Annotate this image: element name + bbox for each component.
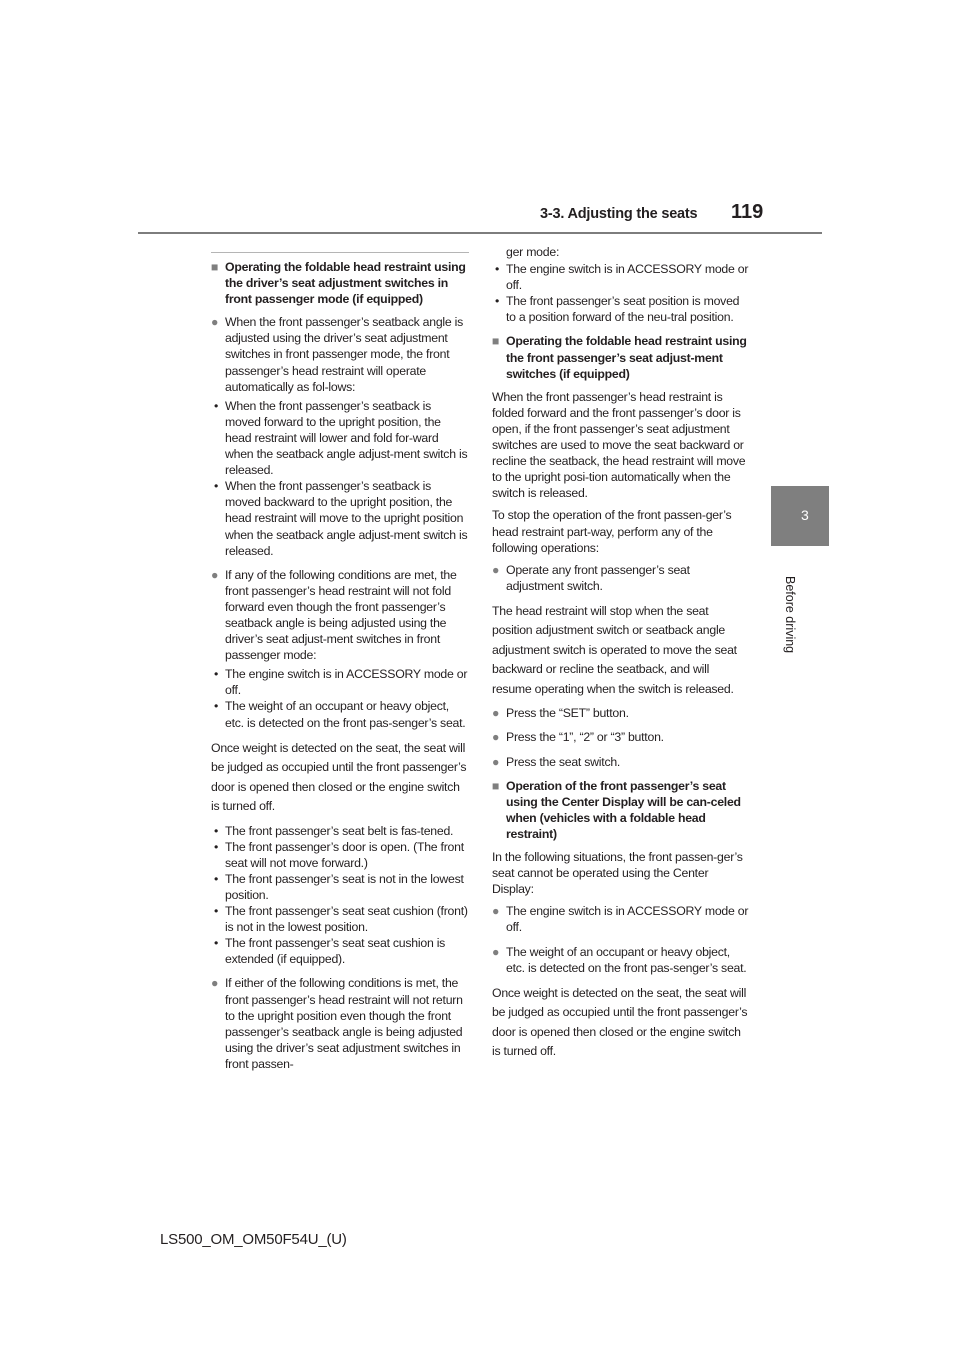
- sub-list-item-text: The engine switch is in ACCESSORY mode or off.: [225, 667, 468, 698]
- sub-list-item-text: When the front passenger’s seatback is moved forward to the upright position, the head restraint will lower and fold for-ward when the seatback angle adjust-ment switch is released.: [225, 398, 468, 478]
- continued-text: ger mode:: [506, 245, 560, 259]
- sub-list-item-text: The front passenger’s seat is not in the lowest position.: [225, 871, 464, 902]
- chapter-number: 3: [801, 507, 809, 523]
- list-item: [492, 562, 750, 594]
- list-item-text: Press the “1”, “2” or “3” button.: [506, 730, 664, 745]
- sub-list-item: • The front passenger’s seat is not in the lowest position.: [214, 871, 464, 902]
- list-item: [492, 705, 750, 721]
- sub-list: [211, 823, 469, 968]
- circle-bullet-icon: ●: [211, 315, 219, 330]
- circle-bullet-icon: ●: [492, 730, 500, 745]
- document-code: LS500_OM_OM50F54U_(U): [160, 1231, 347, 1248]
- list-item: [492, 754, 750, 770]
- circle-bullet-icon: ●: [492, 904, 500, 919]
- chapter-tab: [771, 486, 829, 546]
- sub-list-item: • The front passenger’s seat seat cushion is extended (if equipped).: [214, 936, 446, 967]
- column-divider: [211, 252, 469, 253]
- circle-bullet-icon: ●: [492, 562, 500, 577]
- list-item: [211, 567, 469, 664]
- list-item-text: If any of the following conditions are met, the front passenger’s head restraint will not fold forward even though the front passenger’s seatback angle is being adjusted using the driver’s seat adjust-ment switches in front passenger mode:: [225, 567, 457, 663]
- right-column: [492, 244, 750, 1068]
- circle-bullet-icon: ●: [492, 754, 500, 769]
- list-item-text: Press the “SET” button.: [506, 706, 629, 721]
- sub-list: [492, 261, 750, 325]
- section-heading: [211, 259, 469, 307]
- square-bullet-icon: ■: [211, 260, 219, 274]
- sub-list-item: • The front passenger’s seat belt is fas-tened.: [214, 823, 454, 838]
- sub-list-item: • The engine switch is in ACCESSORY mode or off.: [214, 667, 468, 698]
- list-item-text: When the front passenger’s seatback angle is adjusted using the driver’s seat adjustment switches in front passenger mode, the front passenger’s head restraint will operate automatically as fol-lows:: [225, 315, 464, 394]
- sub-list-item: • The engine switch is in ACCESSORY mode or off.: [495, 262, 749, 293]
- list-item: [211, 975, 469, 1072]
- header-divider: [138, 232, 822, 234]
- sub-list-item-text: When the front passenger’s seatback is moved backward to the upright position, the head restraint will move to the upright position when the seatback angle adjust-ment switch is released.: [225, 479, 468, 558]
- paragraph: In the following situations, the front passen-ger’s seat cannot be operated using the Center Display:: [492, 850, 743, 897]
- heading-text: Operation of the front passenger’s seat using the Center Display will be can-celed when (vehicles with a foldable head restraint): [506, 778, 741, 841]
- sub-list-item-text: The front passenger’s seat seat cushion (front) is not in the lowest position.: [225, 904, 468, 935]
- section-heading: [492, 778, 750, 842]
- sub-list-item-text: The front passenger’s door is open. (The front seat will not move forward.): [225, 839, 464, 870]
- circle-bullet-icon: ●: [211, 567, 219, 582]
- heading-text: Operating the foldable head restraint using the front passenger’s seat adjust-ment switches (if equipped): [506, 334, 747, 381]
- circle-bullet-icon: ●: [492, 706, 500, 721]
- heading-text: Operating the foldable head restraint using the driver’s seat adjustment switches in front passenger mode (if equipped): [225, 260, 466, 307]
- sub-list-item: • When the front passenger’s seatback is moved forward to the upright position, the head restraint will lower and fold for-ward when the seatback angle adjust-ment switch is released.: [214, 398, 468, 478]
- sub-list-item: • The front passenger’s seat seat cushion (front) is not in the lowest position.: [214, 904, 468, 935]
- chapter-title: Before driving: [783, 576, 797, 654]
- list-item-text: Press the seat switch.: [506, 754, 621, 769]
- sub-list: [211, 666, 469, 730]
- paragraph: When the front passenger’s head restraint is folded forward and the front passenger’s door is open, if the front passenger’s seat adjustment switches are used to move the seat backward or recline the seatback, the head restraint will move to the upright posi-tion automatically when the switch is released.: [492, 389, 746, 501]
- list-item-text: If either of the following conditions is met, the front passenger’s head restraint will not return to the upright position even though the front passenger’s seatback angle is being adjusted using the driver’s seat adjustment switches in front passen-: [225, 976, 463, 1071]
- list-item: [211, 314, 469, 394]
- list-item: [492, 944, 750, 976]
- list-item-text: The weight of an occupant or heavy object, etc. is detected on the front pas-senger’s seat.: [506, 944, 747, 975]
- circle-bullet-icon: ●: [211, 976, 219, 991]
- paragraph: Once weight is detected on the seat, the seat will be judged as occupied until the front passenger’s door is opened then closed or the engine switch is turned off.: [492, 985, 748, 1059]
- sub-list-item-text: The front passenger’s seat position is moved to a position forward of the neu-tral position.: [506, 294, 740, 325]
- square-bullet-icon: ■: [492, 334, 500, 349]
- sub-list-item-text: The weight of an occupant or heavy object, etc. is detected on the front pas-senger’s seat.: [225, 699, 466, 730]
- circle-bullet-icon: ●: [492, 944, 500, 959]
- sub-list-item: • The front passenger’s door is open. (The front seat will not move forward.): [214, 839, 464, 870]
- sub-list-item-text: The front passenger’s seat belt is fas-tened.: [225, 823, 454, 838]
- section-heading: [492, 333, 750, 381]
- list-item-text: The engine switch is in ACCESSORY mode or off.: [506, 904, 749, 935]
- sub-list-item: • When the front passenger’s seatback is moved backward to the upright position, the head restraint will move to the upright position when the seatback angle adjust-ment switch is released.: [214, 479, 468, 558]
- sub-list-item: • The weight of an occupant or heavy object, etc. is detected on the front pas-senger’s seat.: [214, 699, 466, 730]
- page-number: 119: [731, 201, 764, 223]
- sub-list-item-text: The engine switch is in ACCESSORY mode or off.: [506, 262, 749, 293]
- paragraph: Once weight is detected on the seat, the seat will be judged as occupied until the front passenger’s door is opened then closed or the engine switch is turned off.: [211, 740, 467, 814]
- square-bullet-icon: ■: [492, 778, 500, 793]
- paragraph: The head restraint will stop when the seat position adjustment switch or seatback angle adjustment switch is operated to move the seat backward or recline the seatback, and will resume operating when the switch is released.: [492, 603, 737, 696]
- list-item: [492, 903, 750, 935]
- sub-list-item: • The front passenger’s seat position is moved to a position forward of the neu-tral position.: [495, 294, 740, 325]
- sub-list-item-text: The front passenger’s seat seat cushion is extended (if equipped).: [225, 936, 446, 967]
- list-item: [492, 729, 750, 745]
- paragraph: To stop the operation of the front passen-ger’s head restraint part-way, perform any of the following operations:: [492, 508, 732, 555]
- sub-list: [211, 398, 469, 559]
- section-title: 3-3. Adjusting the seats: [540, 206, 698, 222]
- left-column: [211, 252, 469, 1075]
- list-item-text: Operate any front passenger’s seat adjustment switch.: [506, 562, 690, 593]
